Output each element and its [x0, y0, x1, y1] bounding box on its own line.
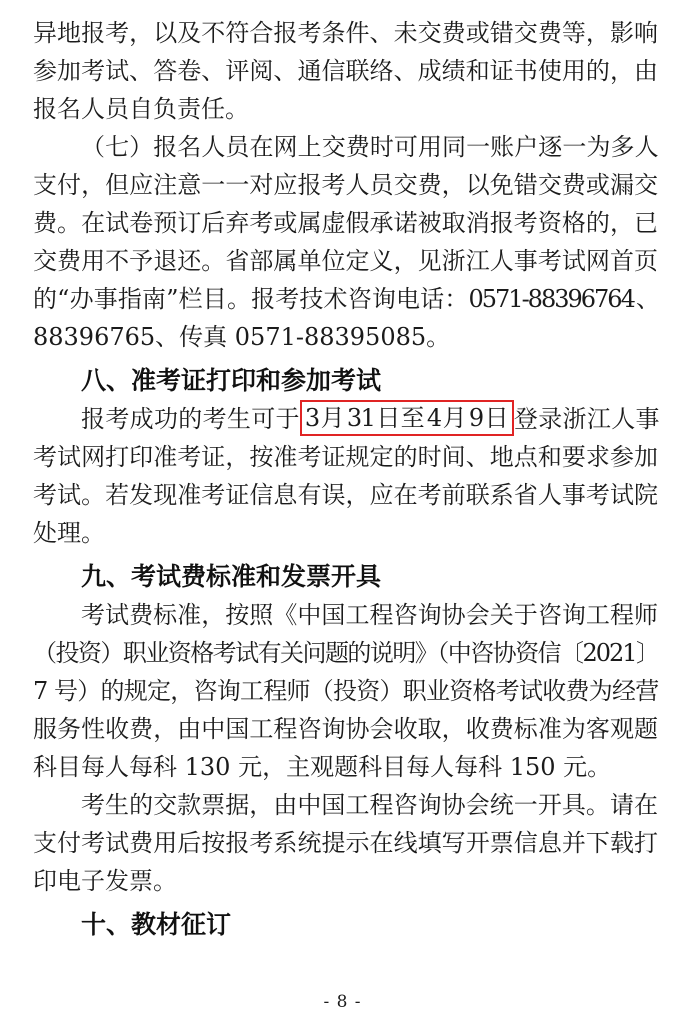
text-line: 支付考试费用后按报考系统提示在线填写开票信息并下载打 — [33, 829, 658, 857]
paragraph-admission-ticket — [33, 400, 658, 552]
text-line: 考试网打印准考证，按准考证规定的时间、地点和要求参加 — [33, 443, 658, 471]
text-line: 交费用不予退还。省部属单位定义，见浙江人事考试网首页 — [33, 247, 658, 275]
paragraph-item-7-payment — [33, 128, 658, 356]
date-line-suffix: 登录浙江人事 — [513, 405, 659, 433]
text-line: 印电子发票。 — [33, 867, 177, 895]
section-heading-8: 八、准考证打印和参加考试 — [81, 366, 382, 395]
paragraph-invoice — [33, 786, 658, 900]
text-line-with-date — [33, 400, 658, 438]
text-line: （七）报名人员在网上交费时可用同一账户逐一为多人 — [81, 133, 658, 161]
text-line: 考试。若发现准考证信息有误，应在考前联系省人事考试院 — [33, 481, 658, 509]
date-line-prefix: 报考成功的考生可于 — [81, 405, 300, 433]
paragraph-liability — [33, 14, 658, 128]
text-line: 考试费标准，按照《中国工程咨询协会关于咨询工程师 — [81, 601, 658, 629]
text-line: 费。在试卷预订后弃考或属虚假承诺被取消报考资格的，已 — [33, 209, 658, 237]
text-line: （投资）职业资格考试有关问题的说明》（中咨协资信〔2021〕 — [33, 639, 658, 667]
paragraph-exam-fee — [33, 596, 658, 786]
text-line: 88396765、传真 0571-88395085。 — [33, 323, 451, 351]
section-heading-10: 十、教材征订 — [81, 910, 232, 939]
text-line: 科目每人每科 130 元，主观题科目每人每科 150 元。 — [33, 753, 612, 781]
text-line: 的“办事指南”栏目。报考技术咨询电话：0571-88396764、 — [33, 285, 658, 313]
text-line: 考生的交款票据，由中国工程咨询协会统一开具。请在 — [81, 791, 658, 819]
text-line: 处理。 — [33, 519, 105, 547]
text-line: 异地报考，以及不符合报考条件、未交费或错交费等，影响 — [33, 19, 658, 47]
text-line: 7 号）的规定，咨询工程师（投资）职业资格考试收费为经营 — [33, 677, 658, 705]
text-line: 报名人员自负责任。 — [33, 95, 249, 123]
page-number: - 8 - — [323, 992, 362, 1012]
text-line: 参加考试、答卷、评阅、通信联络、成绩和证书使用的，由 — [33, 57, 658, 85]
text-line: 服务性收费，由中国工程咨询协会收取，收费标准为客观题 — [33, 715, 658, 743]
section-heading-9: 九、考试费标准和发票开具 — [81, 562, 382, 591]
highlighted-date-box: 3 月 31 日至 4 月 9 日 — [300, 400, 514, 436]
text-line: 支付，但应注意一一对应报考人员交费，以免错交费或漏交 — [33, 171, 658, 199]
